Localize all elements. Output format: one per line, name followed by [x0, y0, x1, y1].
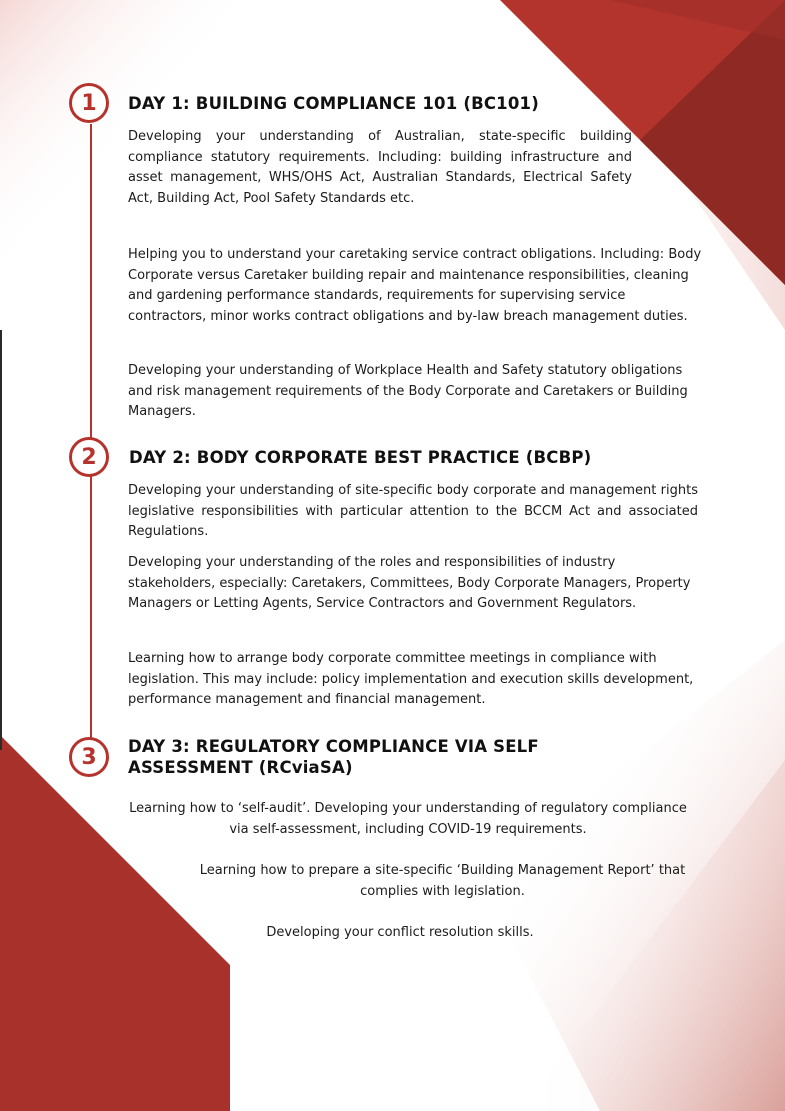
section-3-paragraph-3: Developing your conflict resolution skills. — [266, 925, 534, 940]
section-1-paragraph-3: Developing your understanding of Workplace Health and Safety statutory obligations and risk management requirements of the Body Corporate and Caretakers or Building Managers. — [128, 363, 688, 420]
section-3-title: DAY 3: REGULATORY COMPLIANCE VIA SELF ASSESSMENT (RCviaSA) — [128, 737, 539, 777]
section-2-paragraph-1: Developing your understanding of site-specific body corporate and management rights legislative responsibilities with particular attention to the BCCM Act and associated Regulations. — [128, 483, 698, 540]
section-3-paragraph-2: Learning how to prepare a site-specific ‘Building Management Report’ that complies with legislation. — [199, 863, 686, 899]
section-2-title: DAY 2: BODY CORPORATE BEST PRACTICE (BCBP) — [129, 448, 592, 467]
section-3-paragraph-1: Learning how to ‘self-audit’. Developing your understanding of regulatory compliance via self-assessment, including COVID-19 requirements. — [129, 801, 687, 837]
section-2-paragraph-3: Learning how to arrange body corporate committee meetings in compliance with legislation. This may include: policy implementation and execution skills development, performance management and financial management. — [128, 651, 694, 708]
step-number-1: 1 — [69, 83, 109, 123]
section-1-paragraph-2: Helping you to understand your caretaking service contract obligations. Including: Body Corporate versus Caretaker building repair and maintenance responsibilities, cleaning and gardening performance standards, requirements for supervising service contractors, minor works contract obligations and by-law breach management duties. — [128, 247, 702, 324]
step-number-3: 3 — [69, 737, 109, 777]
section-2-paragraph-2: Developing your understanding of the roles and responsibilities of industry stakeholders, especially: Caretakers, Committees, Body Corporate Managers, Property Managers or Letting Agents, Service Contractors and Government Regulators. — [128, 555, 691, 612]
section-1-paragraph-1: Developing your understanding of Australian, state-specific building compliance statutory requirements. Including: building infrastructure and asset management, WHS/OHS Act, Australian Standards, Electrical Safety Act, Building Act, Pool Safety Standards etc. — [128, 129, 632, 206]
step-number-2: 2 — [69, 437, 109, 477]
timeline-line — [90, 124, 92, 742]
section-1-title: DAY 1: BUILDING COMPLIANCE 101 (BC101) — [128, 94, 539, 113]
